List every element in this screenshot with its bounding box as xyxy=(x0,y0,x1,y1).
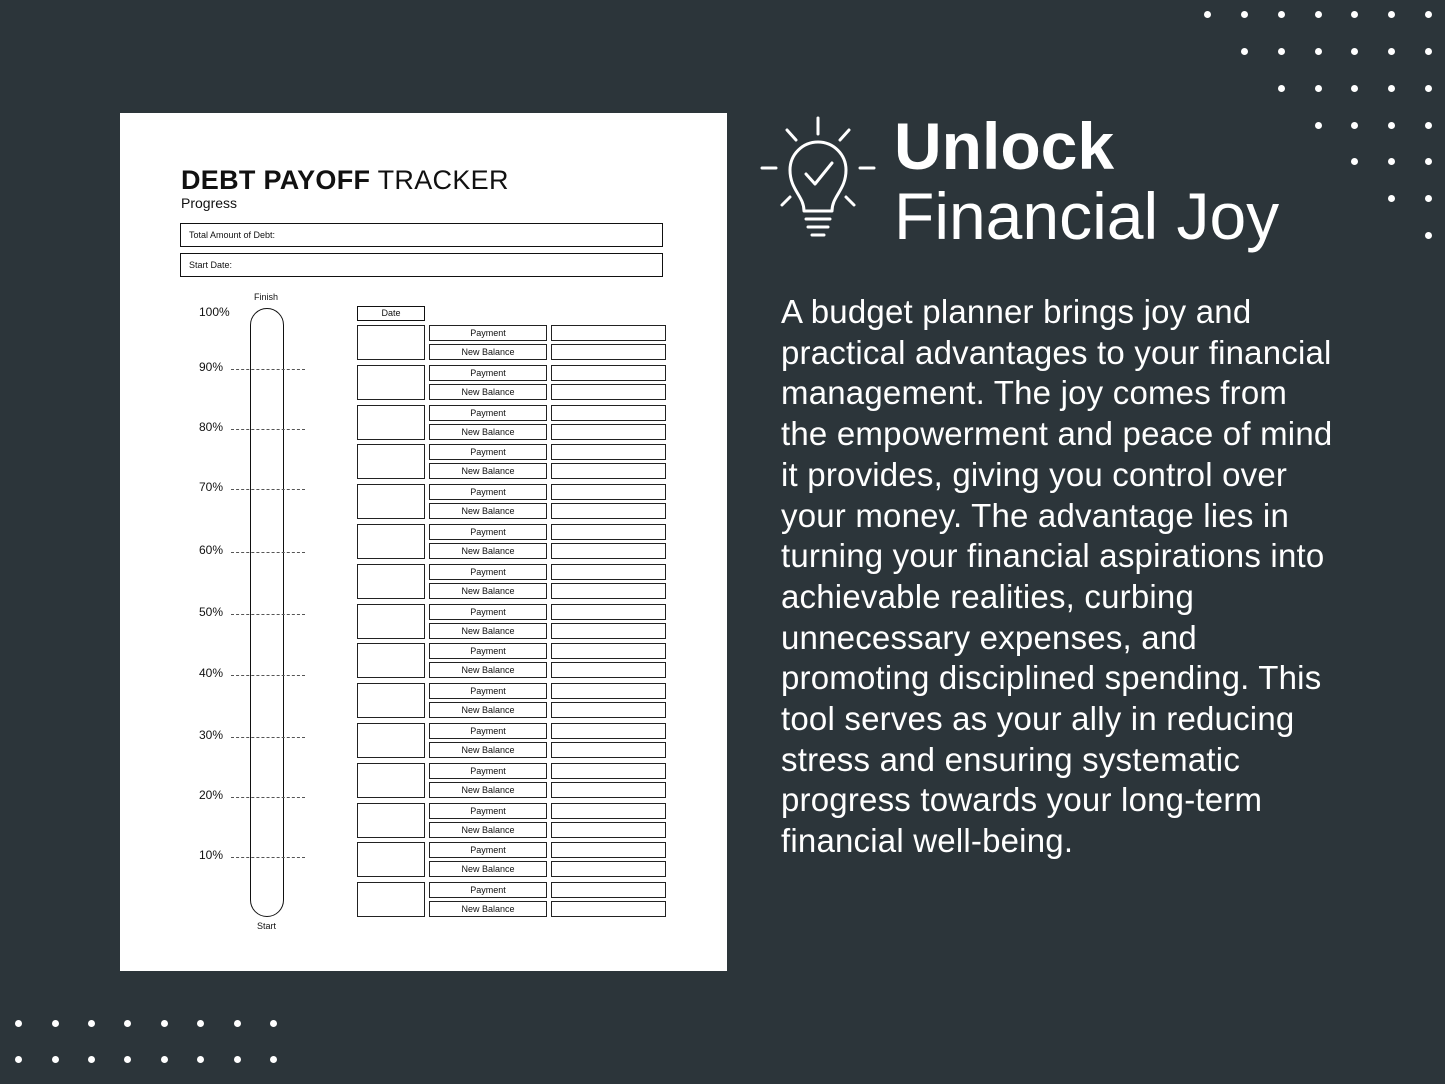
payment-value-cell xyxy=(551,564,666,580)
headline-line-2: Financial Joy xyxy=(894,179,1280,253)
dot xyxy=(197,1056,204,1063)
dot xyxy=(1388,85,1395,92)
balance-value-cell xyxy=(551,503,666,519)
date-cell xyxy=(357,643,425,678)
payment-value-cell xyxy=(551,365,666,381)
percent-label: 60% xyxy=(199,543,224,557)
balance-label-cell: New Balance xyxy=(429,861,547,877)
sheet-title xyxy=(181,165,509,196)
balance-value-cell xyxy=(551,662,666,678)
dot xyxy=(1425,11,1432,18)
log-row xyxy=(357,444,666,480)
finish-label: Finish xyxy=(254,292,279,302)
percent-label: 10% xyxy=(199,848,224,862)
balance-label-cell: New Balance xyxy=(429,463,547,479)
dot xyxy=(1315,11,1322,18)
dot xyxy=(1351,11,1358,18)
date-cell xyxy=(357,763,425,798)
dot xyxy=(1388,11,1395,18)
log-row xyxy=(357,604,666,640)
progress-thermometer xyxy=(250,308,284,917)
log-row xyxy=(357,763,666,799)
dot xyxy=(52,1056,59,1063)
headline-line-1: Unlock xyxy=(894,109,1115,183)
date-cell xyxy=(357,444,425,479)
percent-label: 90% xyxy=(199,360,224,374)
dot xyxy=(1351,85,1358,92)
percent-tick xyxy=(231,369,305,370)
date-cell xyxy=(357,604,425,639)
payment-label-cell: Payment xyxy=(429,325,547,341)
balance-value-cell xyxy=(551,424,666,440)
balance-label-cell: New Balance xyxy=(429,623,547,639)
payment-label-cell: Payment xyxy=(429,882,547,898)
dot xyxy=(234,1020,241,1027)
date-cell xyxy=(357,683,425,718)
payment-label-cell: Payment xyxy=(429,365,547,381)
planner-sheet xyxy=(120,113,727,971)
dot xyxy=(1315,85,1322,92)
log-row xyxy=(357,842,666,878)
payment-label-cell: Payment xyxy=(429,484,547,500)
dot xyxy=(270,1020,277,1027)
payment-value-cell xyxy=(551,604,666,620)
payment-value-cell xyxy=(551,803,666,819)
dot xyxy=(234,1056,241,1063)
date-cell xyxy=(357,803,425,838)
balance-label-cell: New Balance xyxy=(429,782,547,798)
log-row xyxy=(357,365,666,401)
dot xyxy=(1388,158,1395,165)
payment-label-cell: Payment xyxy=(429,405,547,421)
body-paragraph: A budget planner brings joy and practical advantages to your financial management. The joy comes from the empowerment and peace of mind it provides, giving you control over your money. The advantage lies in turning your financial aspirations into achievable realities, curbing unnecessary expenses, and promoting disciplined spending. This tool serves as your ally in reducing stress and ensuring systematic progress towards your long-term financial well-being. xyxy=(781,293,1333,860)
dot xyxy=(1425,232,1432,239)
dot xyxy=(1351,122,1358,129)
sheet-title-light: TRACKER xyxy=(370,165,509,195)
balance-label-cell: New Balance xyxy=(429,702,547,718)
balance-value-cell xyxy=(551,782,666,798)
dot xyxy=(1388,122,1395,129)
dot xyxy=(124,1056,131,1063)
dot xyxy=(1425,48,1432,55)
dot xyxy=(1204,11,1211,18)
dot xyxy=(1388,195,1395,202)
dot xyxy=(1425,85,1432,92)
dot xyxy=(1351,158,1358,165)
balance-value-cell xyxy=(551,822,666,838)
dot xyxy=(52,1020,59,1027)
balance-label-cell: New Balance xyxy=(429,901,547,917)
dot xyxy=(1278,11,1285,18)
payment-label-cell: Payment xyxy=(429,564,547,580)
payment-label-cell: Payment xyxy=(429,723,547,739)
percent-tick xyxy=(231,489,305,490)
dot xyxy=(1351,48,1358,55)
balance-label-cell: New Balance xyxy=(429,344,547,360)
dot xyxy=(197,1020,204,1027)
date-cell xyxy=(357,325,425,360)
balance-label-cell: New Balance xyxy=(429,742,547,758)
percent-tick xyxy=(231,552,305,553)
date-cell xyxy=(357,842,425,877)
percent-tick xyxy=(231,675,305,676)
percent-label: 20% xyxy=(199,788,224,802)
log-row xyxy=(357,643,666,679)
date-cell xyxy=(357,564,425,599)
payment-value-cell xyxy=(551,524,666,540)
date-cell xyxy=(357,484,425,519)
log-row xyxy=(357,405,666,441)
dot xyxy=(1278,85,1285,92)
payment-value-cell xyxy=(551,723,666,739)
balance-value-cell xyxy=(551,543,666,559)
dot xyxy=(1425,158,1432,165)
lightbulb-check-icon xyxy=(760,108,878,243)
balance-value-cell xyxy=(551,742,666,758)
percent-label: 50% xyxy=(199,605,224,619)
payment-value-cell xyxy=(551,405,666,421)
balance-value-cell xyxy=(551,901,666,917)
log-row xyxy=(357,325,666,361)
payment-label-cell: Payment xyxy=(429,643,547,659)
dot xyxy=(15,1020,22,1027)
payment-value-cell xyxy=(551,643,666,659)
percent-tick xyxy=(231,737,305,738)
log-row xyxy=(357,683,666,719)
balance-label-cell: New Balance xyxy=(429,662,547,678)
balance-label-cell: New Balance xyxy=(429,543,547,559)
payment-value-cell xyxy=(551,842,666,858)
payment-label-cell: Payment xyxy=(429,803,547,819)
balance-label-cell: New Balance xyxy=(429,503,547,519)
date-cell xyxy=(357,365,425,400)
percent-label: 100% xyxy=(199,305,230,319)
log-row xyxy=(357,564,666,600)
balance-label-cell: New Balance xyxy=(429,424,547,440)
dot xyxy=(1315,122,1322,129)
date-cell xyxy=(357,405,425,440)
date-cell xyxy=(357,524,425,559)
dot xyxy=(1388,48,1395,55)
payment-value-cell xyxy=(551,882,666,898)
payment-label-cell: Payment xyxy=(429,842,547,858)
date-header: Date xyxy=(357,306,425,321)
total-debt-field: Total Amount of Debt: xyxy=(180,223,663,247)
start-date-field: Start Date: xyxy=(180,253,663,277)
date-cell xyxy=(357,723,425,758)
balance-value-cell xyxy=(551,463,666,479)
payment-label-cell: Payment xyxy=(429,524,547,540)
balance-value-cell xyxy=(551,623,666,639)
log-row xyxy=(357,723,666,759)
balance-label-cell: New Balance xyxy=(429,822,547,838)
dot xyxy=(1278,48,1285,55)
log-row xyxy=(357,803,666,839)
dot xyxy=(88,1056,95,1063)
percent-tick xyxy=(231,797,305,798)
balance-value-cell xyxy=(551,583,666,599)
percent-label: 40% xyxy=(199,666,224,680)
payment-value-cell xyxy=(551,325,666,341)
payment-label-cell: Payment xyxy=(429,444,547,460)
dot xyxy=(270,1056,277,1063)
dot xyxy=(88,1020,95,1027)
dot xyxy=(15,1056,22,1063)
log-row xyxy=(357,484,666,520)
percent-label: 30% xyxy=(199,728,224,742)
balance-value-cell xyxy=(551,861,666,877)
payment-label-cell: Payment xyxy=(429,604,547,620)
dot xyxy=(161,1020,168,1027)
payment-value-cell xyxy=(551,484,666,500)
dot xyxy=(161,1056,168,1063)
dot xyxy=(1315,48,1322,55)
payment-value-cell xyxy=(551,763,666,779)
date-cell xyxy=(357,882,425,917)
sheet-title-bold: DEBT PAYOFF xyxy=(181,165,371,195)
percent-tick xyxy=(231,857,305,858)
dot xyxy=(1241,48,1248,55)
dot xyxy=(1241,11,1248,18)
percent-tick xyxy=(231,429,305,430)
dot xyxy=(1425,122,1432,129)
balance-value-cell xyxy=(551,702,666,718)
log-row xyxy=(357,524,666,560)
dot xyxy=(124,1020,131,1027)
start-label: Start xyxy=(257,921,277,931)
sheet-subtitle: Progress xyxy=(181,195,238,211)
log-row xyxy=(357,882,666,918)
payment-value-cell xyxy=(551,444,666,460)
balance-value-cell xyxy=(551,344,666,360)
percent-tick xyxy=(231,614,305,615)
balance-label-cell: New Balance xyxy=(429,384,547,400)
payment-label-cell: Payment xyxy=(429,763,547,779)
balance-label-cell: New Balance xyxy=(429,583,547,599)
percent-label: 80% xyxy=(199,420,224,434)
balance-value-cell xyxy=(551,384,666,400)
payment-value-cell xyxy=(551,683,666,699)
dot xyxy=(1425,195,1432,202)
payment-label-cell: Payment xyxy=(429,683,547,699)
percent-label: 70% xyxy=(199,480,224,494)
